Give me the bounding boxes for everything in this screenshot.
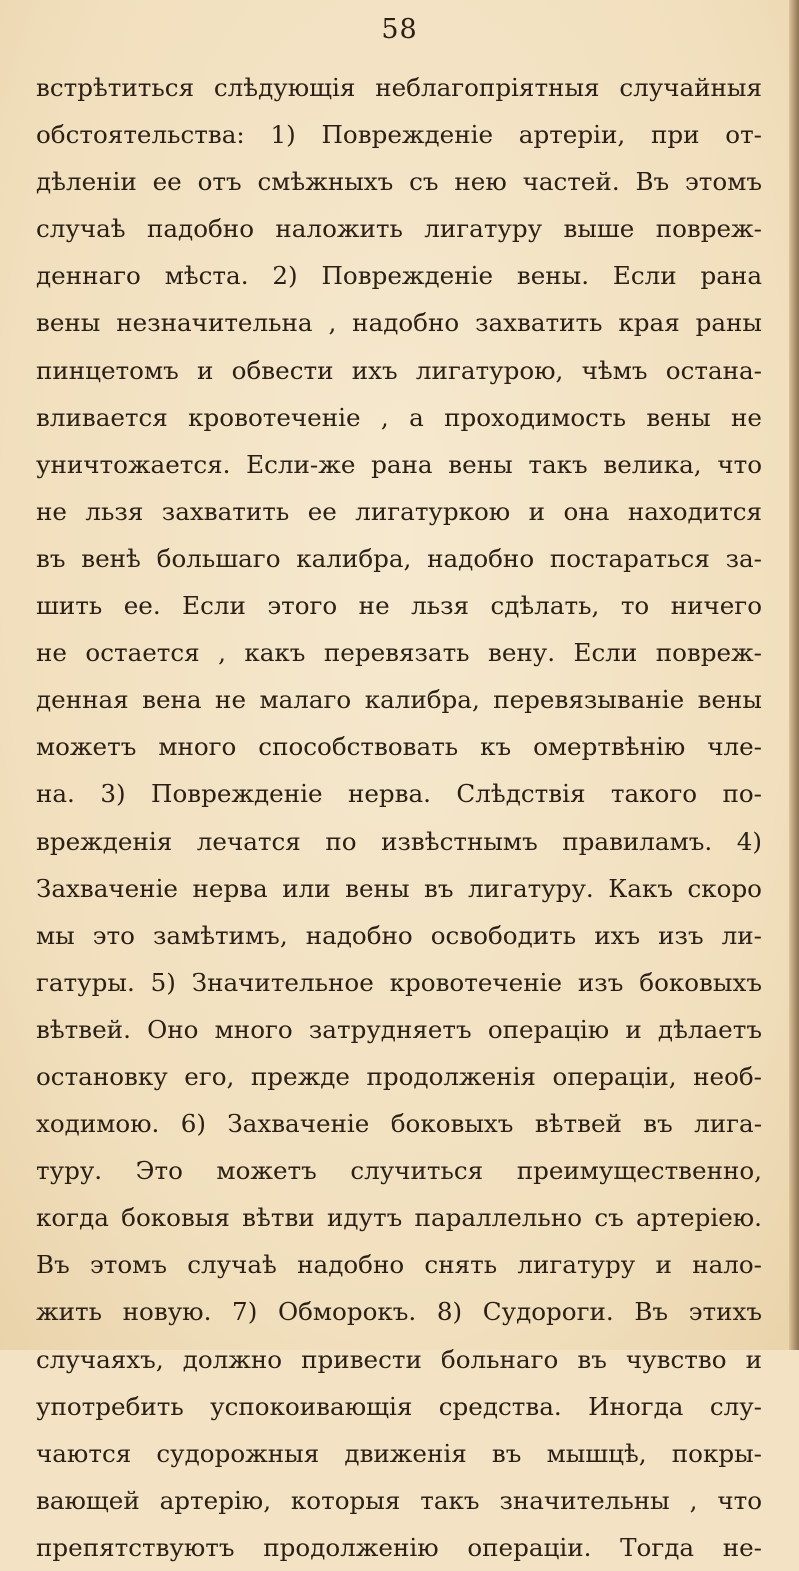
text-line-17: врежденія лечатся по извѣстнымъ правиламъ. 4) — [36, 826, 762, 856]
text-line-10: не льзя захватить ее лигатуркою и она находится — [36, 496, 762, 526]
text-line-28: случаяхъ, должно привести больнаго въ чувство и — [36, 1344, 762, 1374]
text-line-6: вены незначительна , надобно захватить края раны — [36, 308, 762, 338]
text-line-5: деннаго мѣста. 2) Поврежденіе вены. Если рана — [36, 261, 762, 291]
text-line-27: жить новую. 7) Обморокъ. 8) Судороги. Въ этихъ — [36, 1297, 762, 1327]
text-line-16: на. 3) Поврежденіе нерва. Слѣдствія такого по- — [36, 779, 762, 809]
text-line-1: встрѣтиться слѣдующія неблагопріятныя случайныя — [36, 73, 762, 102]
text-line-14: денная вена не малаго калибра, перевязываніе вены — [36, 685, 762, 715]
text-line-15: можетъ много способствовать къ омертвѣнію чле- — [36, 732, 762, 762]
text-line-30: чаются судорожныя движенія въ мышцѣ, покры- — [36, 1438, 762, 1468]
page-number: 58 — [381, 14, 418, 45]
text-line-3: дѣленіи ее отъ смѣжныхъ съ нею частей. Въ этомъ — [36, 167, 762, 197]
text-line-9: уничтожается. Если-же рана вены такъ велика, что — [36, 449, 762, 479]
text-line-18: Захваченіе нерва или вены въ лигатуру. Какъ скоро — [36, 873, 762, 903]
text-line-13: не остается , какъ перевязать вену. Если повреж- — [36, 638, 762, 668]
text-line-32: препятствуютъ продолженію операціи. Тогда не- — [36, 1532, 762, 1562]
text-line-26: Въ этомъ случаѣ надобно снять лигатуру и нало- — [36, 1250, 762, 1280]
text-line-23: ходимою. 6) Захваченіе боковыхъ вѣтвей въ лига- — [36, 1109, 762, 1139]
text-line-19: мы это замѣтимъ, надобно освободить ихъ изъ ли- — [36, 920, 762, 950]
text-line-21: вѣтвей. Оно много затрудняетъ операцію и дѣлаетъ — [36, 1014, 762, 1044]
text-line-31: вающей артерію, которыя такъ значительны , что — [36, 1485, 762, 1515]
text-line-22: остановку его, прежде продолженія операціи, необ- — [36, 1061, 762, 1091]
text-line-2: обстоятельства: 1) Поврежденіе артеріи, при от- — [36, 120, 762, 150]
page-edge-shadow — [789, 0, 799, 1350]
text-line-8: вливается кровотеченіе , а проходимость вены не — [36, 402, 762, 432]
text-line-25: когда боковыя вѣтви идутъ параллельно съ артеріею. — [36, 1203, 762, 1233]
text-line-4: случаѣ падобно наложить лигатуру выше повреж- — [36, 214, 762, 244]
text-line-11: въ венѣ большаго калибра, надобно постараться за- — [36, 543, 762, 573]
text-line-20: гатуры. 5) Значительное кровотеченіе изъ боковыхъ — [36, 967, 762, 997]
text-line-12: шить ее. Если этого не льзя сдѣлать, то ничего — [36, 591, 762, 621]
text-line-24: туру. Это можетъ случиться преимущественно, — [36, 1156, 762, 1186]
text-line-7: пинцетомъ и обвести ихъ лигатурою, чѣмъ остана- — [36, 355, 762, 385]
text-line-29: употребить успокоивающія средства. Иногда слу- — [36, 1391, 762, 1421]
body-text — [36, 64, 762, 1571]
